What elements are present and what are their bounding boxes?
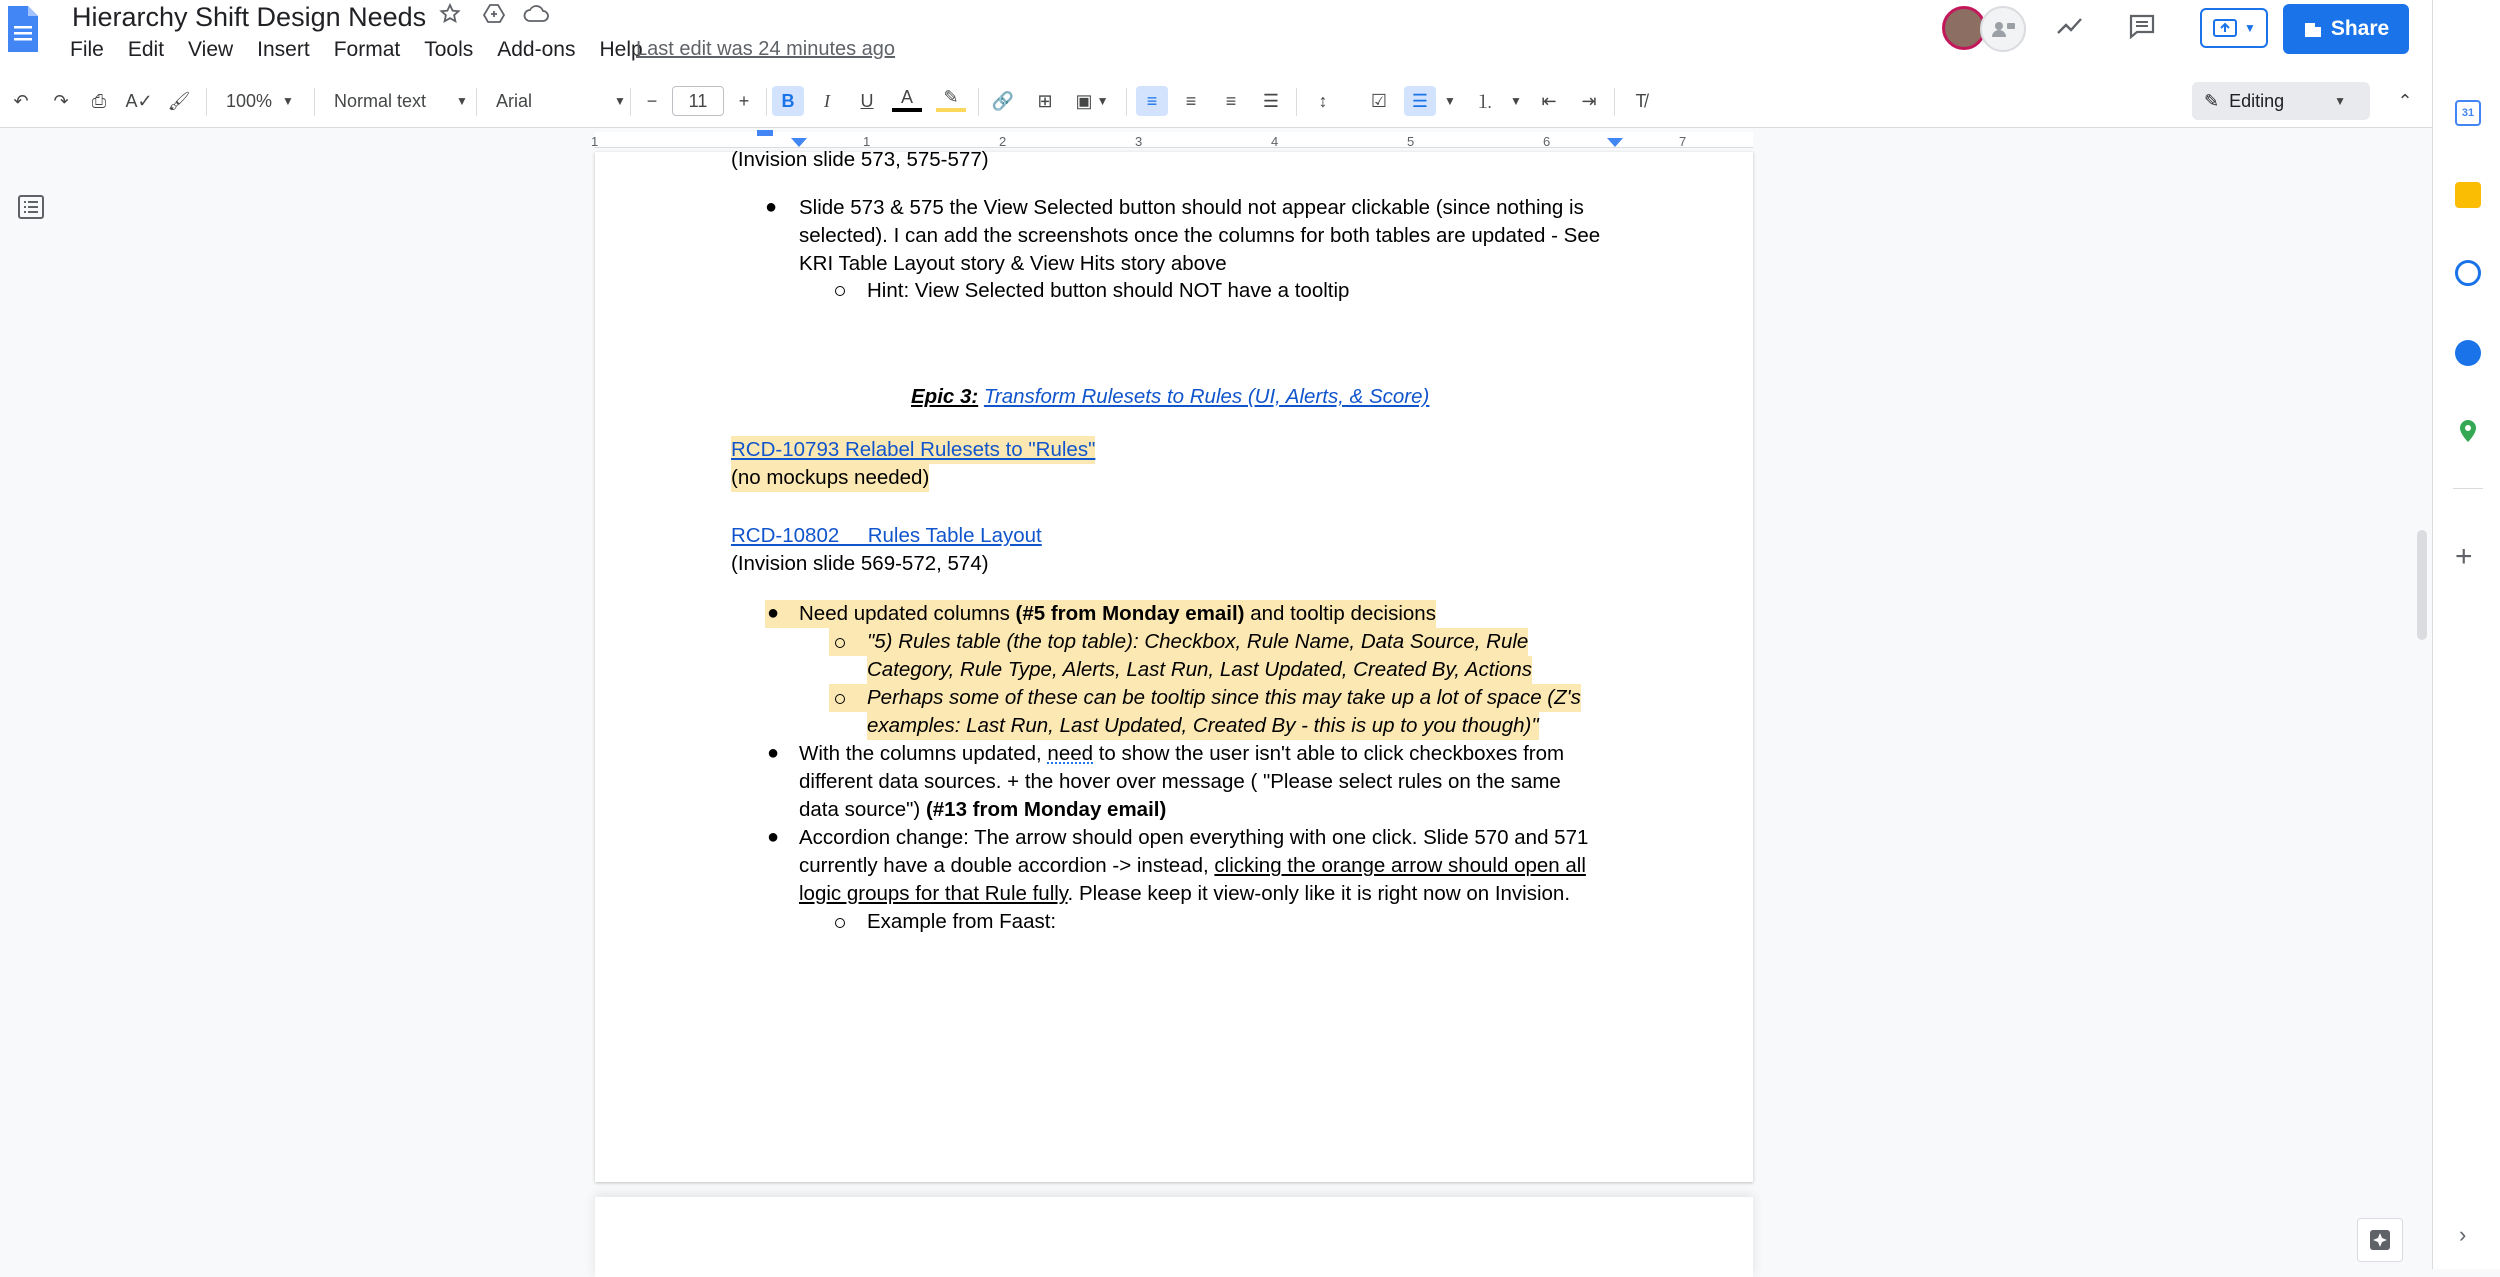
doc-text-line: selected). I can add the screenshots once the columns for both tables are updated - See <box>799 224 1601 247</box>
epic-heading <box>911 383 1429 411</box>
font-select[interactable]: Arial ▼ <box>496 90 626 111</box>
menu-addons[interactable]: Add-ons <box>497 38 576 61</box>
style-value: Normal text <box>334 90 427 111</box>
text-run: data source") <box>799 798 926 821</box>
zoom-select[interactable]: 100% ▼ <box>226 90 294 111</box>
text-run: and tooltip decisions <box>1244 602 1436 625</box>
present-button[interactable]: ▼ <box>2200 8 2268 48</box>
increase-font-size-button[interactable]: + <box>738 90 750 111</box>
building-icon <box>2303 19 2323 39</box>
formatting-toolbar <box>0 74 2432 128</box>
menu-help[interactable]: Help <box>599 38 643 61</box>
doc-text-line: "5) Rules table (the top table): Checkbox, Rule Name, Data Source, Rule <box>867 628 1528 656</box>
explore-button[interactable] <box>2357 1218 2403 1262</box>
ruler-tick: 1 <box>863 134 871 149</box>
tasks-icon[interactable] <box>2455 260 2481 286</box>
epic-label: Epic 3: <box>911 385 979 408</box>
text-run-underlined: clicking the orange arrow should open all <box>1214 854 1586 877</box>
text-run: . Please keep it view-only like it is right now on Invision. <box>1067 882 1571 905</box>
menu-format[interactable]: Format <box>333 38 401 61</box>
share-label: Share <box>2330 17 2390 40</box>
doc-text-line <box>799 796 1166 824</box>
decrease-indent-icon[interactable]: ⇤ <box>1541 90 1557 111</box>
move-to-drive-icon[interactable] <box>480 0 508 28</box>
insert-link-icon[interactable]: 🔗 <box>991 90 1015 111</box>
doc-text-line: Accordion change: The arrow should open everything with one click. Slide 570 and 571 <box>799 826 1589 849</box>
menu-bar <box>70 38 667 68</box>
contacts-icon[interactable] <box>2455 340 2481 366</box>
sub-bullet-circle <box>835 918 845 928</box>
doc-text-line <box>799 880 1570 908</box>
comment-history-icon[interactable] <box>2128 12 2156 40</box>
zoom-value: 100% <box>226 90 273 111</box>
font-value: Arial <box>496 90 533 111</box>
maps-icon[interactable] <box>2455 418 2481 444</box>
pencil-icon: ✎ <box>2204 90 2220 111</box>
print-icon[interactable]: ⎙ <box>91 90 107 111</box>
activity-dashboard-icon[interactable] <box>2056 12 2084 40</box>
mode-label: Editing <box>2229 90 2285 111</box>
add-addon-icon[interactable]: + <box>2455 540 2473 573</box>
share-button[interactable] <box>2283 4 2409 54</box>
grammar-suggestion[interactable]: need <box>1047 742 1094 765</box>
document-page[interactable] <box>595 148 1753 1182</box>
document-outline-icon[interactable] <box>16 192 46 222</box>
insert-image-icon[interactable]: ▣ ▼ <box>1075 90 1109 111</box>
bullet-dot: ● <box>767 602 780 624</box>
sub-bullet-circle <box>835 694 845 704</box>
doc-text-line: (Invision slide 569-572, 574) <box>731 552 989 575</box>
rcd-10793-link[interactable] <box>731 436 1095 464</box>
menu-tools[interactable]: Tools <box>424 38 474 61</box>
ruler-tick: 6 <box>1543 134 1551 149</box>
doc-text-line: different data sources. + the hover over message ( "Please select rules on the same <box>799 770 1561 793</box>
doc-text-line: Perhaps some of these can be tooltip since this may take up a lot of space (Z's <box>867 684 1581 712</box>
redo-icon[interactable]: ↷ <box>53 90 69 111</box>
doc-text-line: Hint: View Selected button should NOT have a tooltip <box>867 279 1350 302</box>
next-page[interactable] <box>595 1197 1753 1277</box>
cloud-status-icon[interactable] <box>522 0 550 28</box>
doc-text-line: (no mockups needed) <box>731 464 929 492</box>
ruler-tick: 1 <box>591 134 599 149</box>
document-title[interactable]: Hierarchy Shift Design Needs <box>72 2 427 32</box>
bullet-dot: ● <box>767 742 780 764</box>
text-run: Need updated columns <box>799 602 1016 625</box>
style-select[interactable]: Normal text ▼ <box>334 90 468 111</box>
numbered-list-icon[interactable]: ⒈ <box>1476 92 1494 112</box>
bold-button[interactable]: B <box>772 86 804 116</box>
doc-text-line: examples: Last Run, Last Updated, Created By - this is up to you though)" <box>867 712 1539 740</box>
bullet-options-dropdown[interactable]: ▼ <box>1444 94 1456 108</box>
ruler <box>0 128 2432 152</box>
doc-text-line: Slide 573 & 575 the View Selected button should not appear clickable (since nothing is <box>799 196 1584 219</box>
keep-icon[interactable] <box>2455 182 2481 208</box>
font-size-input[interactable]: 11 <box>672 86 724 116</box>
menu-insert[interactable]: Insert <box>257 38 310 61</box>
doc-text-line: Category, Rule Type, Alerts, Last Run, Last Updated, Created By, Actions <box>867 656 1532 684</box>
menu-view[interactable]: View <box>188 38 234 61</box>
spellcheck-icon[interactable]: A✓ <box>125 90 153 111</box>
bullet-dot: ● <box>767 826 780 848</box>
editing-mode-select[interactable]: ✎ Editing ▼ <box>2192 82 2370 120</box>
bullet-dot: ● <box>765 196 778 218</box>
align-left-button[interactable]: ≡ <box>1136 86 1168 116</box>
expand-panel-icon[interactable]: › <box>2459 1222 2467 1247</box>
increase-indent-icon[interactable]: ⇥ <box>1581 90 1597 111</box>
ruler-tick: 2 <box>999 134 1007 149</box>
doc-text-line: KRI Table Layout story & View Hits story above <box>799 252 1227 275</box>
rcd-10802-link[interactable] <box>731 522 1042 550</box>
text-run-bold: (#5 from Monday email) <box>1015 602 1245 625</box>
sub-bullet-circle <box>835 286 845 296</box>
first-line-indent-marker[interactable] <box>757 130 773 136</box>
hide-menus-icon[interactable]: ⌃ <box>2397 90 2413 111</box>
meet-present-icon[interactable] <box>1980 6 2026 52</box>
text-run-underlined: logic groups for that Rule fully <box>799 882 1068 905</box>
right-indent-marker[interactable] <box>1607 138 1623 147</box>
vertical-scrollbar[interactable] <box>2417 530 2427 640</box>
star-icon[interactable] <box>436 0 464 28</box>
justify-button[interactable]: ☰ <box>1262 90 1280 111</box>
epic-link[interactable]: Transform Rulesets to Rules (UI, Alerts, & Score) <box>983 385 1430 408</box>
ruler-tick: 5 <box>1407 134 1415 149</box>
clear-formatting-icon[interactable]: T̸ <box>1635 90 1647 111</box>
undo-icon[interactable]: ↶ <box>13 90 29 111</box>
checklist-icon[interactable]: ☑ <box>1370 90 1388 111</box>
add-comment-icon[interactable]: ⊞ <box>1037 90 1053 111</box>
rcd-10793-label: RCD-10793 Relabel Rulesets to "Rules" <box>731 438 1096 461</box>
present-icon <box>2212 17 2238 39</box>
app-header <box>0 0 2432 74</box>
text-run: With the columns updated, <box>799 742 1048 765</box>
sub-bullet-circle <box>835 638 845 648</box>
numbered-options-dropdown[interactable]: ▼ <box>1510 94 1522 108</box>
docs-logo-icon[interactable] <box>6 4 40 54</box>
underline-button[interactable]: U <box>860 90 874 111</box>
paint-format-icon[interactable]: 🖌 <box>167 90 191 111</box>
italic-button[interactable]: I <box>824 90 830 111</box>
ruler-tick: 4 <box>1271 134 1279 149</box>
rcd-10802-label: RCD-10802 Rules Table Layout <box>731 524 1042 547</box>
text-run-bold: (#13 from Monday email) <box>925 798 1167 821</box>
doc-text-line <box>799 740 1564 768</box>
menu-file[interactable]: File <box>70 38 104 61</box>
text-color-button[interactable]: A <box>892 86 922 112</box>
ruler-tick: 3 <box>1135 134 1143 149</box>
align-center-button[interactable]: ≡ <box>1185 90 1197 111</box>
ruler-tick: 7 <box>1679 134 1687 149</box>
explore-icon <box>2367 1227 2393 1253</box>
bulleted-list-button[interactable]: ☰ <box>1404 86 1436 116</box>
line-spacing-icon[interactable]: ↕ <box>1318 90 1328 111</box>
menu-edit[interactable]: Edit <box>127 38 165 61</box>
doc-text-line: (Invision slide 573, 575-577) <box>731 148 989 171</box>
text-run: currently have a double accordion -> instead, <box>799 854 1215 877</box>
text-run: to show the user isn't able to click checkboxes from <box>1093 742 1565 765</box>
align-right-button[interactable]: ≡ <box>1225 90 1237 111</box>
calendar-icon[interactable]: 31 <box>2455 100 2481 126</box>
decrease-font-size-button[interactable]: − <box>646 90 658 111</box>
last-edit-link[interactable]: Last edit was 24 minutes ago <box>636 38 896 60</box>
side-panel <box>2432 0 2500 1269</box>
doc-text-line <box>799 600 1436 628</box>
doc-text-line <box>799 852 1586 880</box>
doc-text-line: Example from Faast: <box>867 910 1057 933</box>
highlight-color-button[interactable]: ✎ <box>936 86 966 112</box>
